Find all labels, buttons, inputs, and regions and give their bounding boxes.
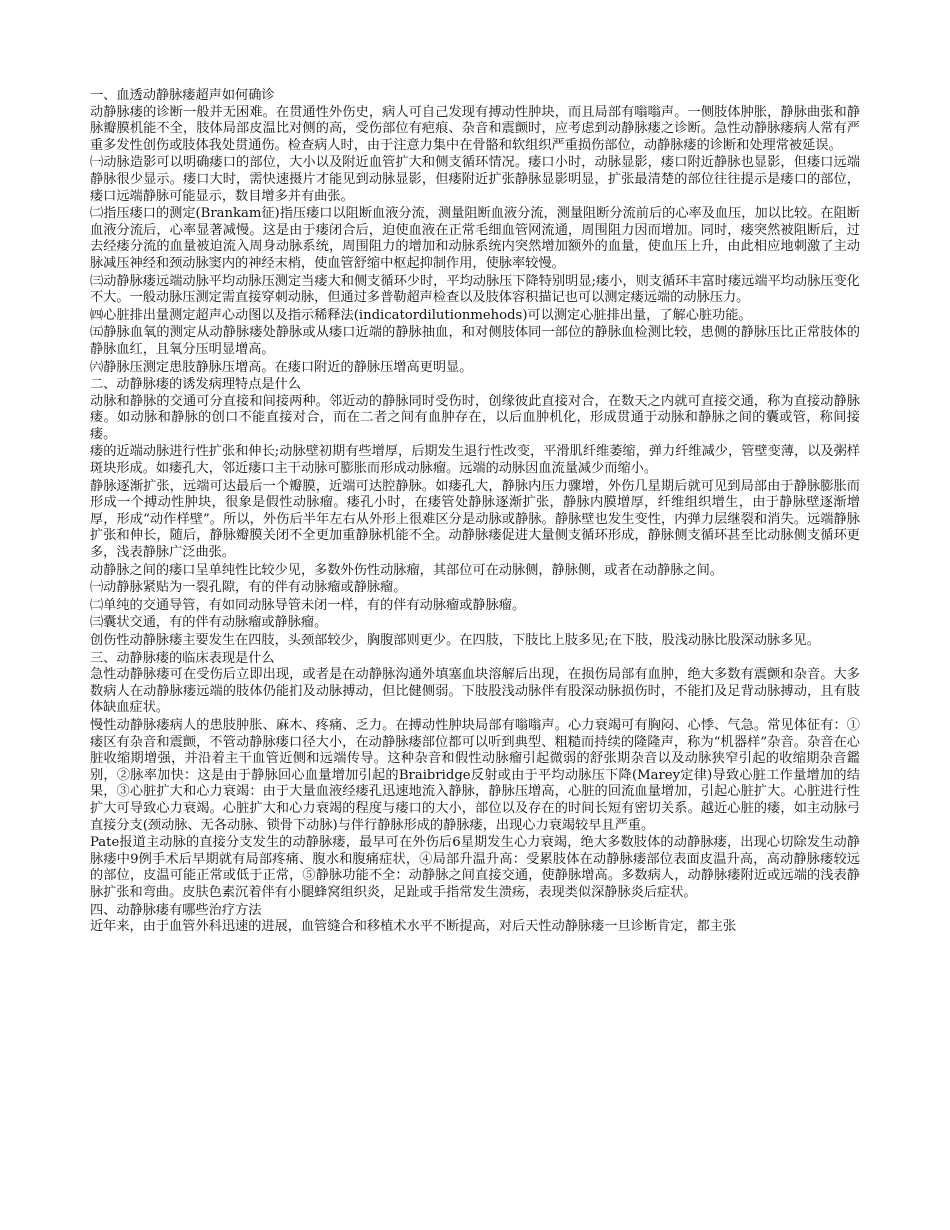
paragraph: ㈠动脉造影可以明确瘘口的部位，大小以及附近血管扩大和侧支循环情况。瘘口小时，动脉显影，瘘口附近静脉也显影，但瘘口远端静脉很少显示。瘘口大时，需快速摄片才能见到动脉显影，但瘘附近扩张静脉显影明显，扩张最清楚的部位往往提示是瘘口的部位，瘘口远端静脉可能显示，数目增多并有曲张。 xyxy=(90,155,860,204)
paragraph: 动静脉瘘的诊断一般并无困难。在贯通性外伤史，病人可自己发现有搏动性肿块，而且局部有嗡嗡声。一侧肢体肿胀，静脉曲张和静脉瓣膜机能不全，肢体局部皮温比对侧的高，受伤部位有疤痕、杂音和震颤时，应考虑到动静脉瘘之诊断。急性动静脉瘘病人常有严重多发性创伤或肢体我处贯通伤。检查病人时，由于注意力集中在骨骼和软组织严重损伤部位，动静脉瘘的诊断和处理常被延误。 xyxy=(90,104,860,153)
document-body xyxy=(90,88,860,937)
paragraph: 慢性动静脉瘘病人的患肢肿胀、麻木、疼痛、乏力。在搏动性肿块局部有嗡嗡声。心力衰竭可有胸闷、心悸、气急。常见体征有：①瘘区有杂音和震颤，不管动静脉瘘口径大小，在动静脉瘘部位都可以听到典型、粗糙而持续的隆隆声，称为“机器样”杂音。杂音在心脏收缩期增强，并沿着主干血管近侧和远端传导。这种杂音和假性动脉瘤引起微弱的舒张期杂音以及动脉狭窄引起的收缩期杂音鑑别，②脉率加快：这是由于静脉回心血量增加引起的Braibridge反射或由于平均动脉压下降(Marey定律)导致心脏工作量增加的结果，③心脏扩大和心力衰竭：由于大量血液经瘘孔迅速地流入静脉，静脉压增高，心脏的回流血量增加，引起心脏扩大。心脏进行性扩大可导致心力衰竭。心脏扩大和心力衰竭的程度与瘘口的大小，部位以及存在的时间长短有密切关系。越近心脏的瘘，如主动脉弓直接分支(颈动脉、无各动脉、锁骨下动脉)与伴行静脉形成的静脉瘘，出现心力衰竭较早且严重。 xyxy=(90,717,860,833)
paragraph: ㈥静脉压测定患肢静脉压增高。在瘘口附近的静脉压增高更明显。 xyxy=(90,359,473,375)
paragraph: ㈢囊状交通，有的伴有动脉瘤或静脉瘤。 xyxy=(90,615,328,631)
paragraph: 创伤性动静脉瘘主要发生在四肢，头颈部较少，胸腹部则更少。在四肢，下肢比上肢多见;在下肢，股浅动脉比股深动脉多见。 xyxy=(90,633,820,648)
section-heading-3: 三、动静脉瘘的临床表现是什么 xyxy=(90,650,275,666)
paragraph: 动静脉之间的瘘口呈单纯性比较少见，多数外伤性动脉瘤，其部位可在动脉侧，静脉侧，或者在动静脉之间。 xyxy=(90,562,723,578)
section-heading-4: 四、动静脉瘘有哪些治疗方法 xyxy=(90,902,262,918)
paragraph: 瘘的近端动脉进行性扩张和伸长;动脉壁初期有些增厚，后期发生退行性改变，平滑肌纤维萎缩，弹力纤维减少，管壁变薄，以及粥样斑块形成。如瘘孔大，邻近瘘口主干动脉可膨胀而形成动脉瘤。远端的动脉因血流量减少而缩小。 xyxy=(90,444,860,477)
paragraph: 静脉逐渐扩张，远端可达最后一个瓣膜，近端可达腔静脉。如瘘孔大，静脉内压力骤增，外伤几星期后就可见到局部由于静脉膨胀而形成一个搏动性肿块，很象是假性动脉瘤。瘘孔小时，在瘘管处静脉逐渐扩张，静脉内膜增厚，纤维组织增生，由于静脉壁逐渐增厚，形成“动作样壁”。所以，外伤后半年左右从外形上很难区分是动脉或静脉。静脉壁也发生变性，内弹力层继裂和消失。远端静脉扩张和伸长，随后，静脉瓣膜关闭不全更加重静脉机能不全。动静脉瘘促进大量侧支循环形成，静脉侧支循环甚至比动脉侧支循环更多，浅表静脉广泛曲张。 xyxy=(90,478,860,561)
paragraph: ㈣心脏排出量测定超声心动图以及指示稀释法(indicatordilutionmehods)可以测定心脏排出量，了解心脏功能。 xyxy=(90,307,752,323)
paragraph: ㈡单纯的交通导管，有如同动脉导管未闭一样，有的伴有动脉瘤或静脉瘤。 xyxy=(90,597,526,613)
section-heading-2: 二、动静脉瘘的诱发病理特点是什么 xyxy=(90,377,301,393)
paragraph: ㈡指压瘘口的测定(Brankam征)指压瘘口以阻断血液分流，测量阻断血液分流，测量阻断分流前后的心率及血压，加以比较。在阻断血液分流后，心率显著减慢。这是由于瘘闭合后，迫使血液在正常毛细血管网流通，周围阻力因而增加。同时，瘘突然被阻断后，过去经瘘分流的血量被迫流入周身动脉系统，周围阻力的增加和动脉系统内突然增加额外的血量，使血压上升，由此相应地刺激了主动脉减压神经和颈动脉窦内的神经末梢，使血管舒缩中枢起抑制作用，使脉率较慢。 xyxy=(90,206,860,271)
paragraph: Pate报道主动脉的直接分支发生的动静脉瘘，最早可在外伤后6星期发生心力衰竭，绝大多数肢体的动静脉瘘，出现心切除发生动静脉瘘中9例手术后早期就有局部疼痛、腹水和腹痛症状，④局部升温升高：受累肢体在动静脉瘘部位表面皮温升高，高动静脉瘘较远的部位，皮温可能正常或低于正常，⑤静脉功能不全：动静脉之间直接交通，使静脉增高。多数病人，动静脉瘘附近或远端的浅表静脉扩张和弯曲。皮肤色素沉着伴有小腿蜂窝组织炎，足趾或手指常发生溃疡，表现类似深静脉炎后症状。 xyxy=(90,835,860,900)
paragraph: 急性动静脉瘘可在受伤后立即出现，或者是在动静脉沟通外填塞血块溶解后出现，在损伤局部有血肿，绝大多数有震颤和杂音。大多数病人在动静脉瘘远端的肢体仍能扪及动脉搏动，但比健侧弱。下肢股浅动脉伴有股深动脉损伤时，不能扪及足背动脉搏动，且有肢体缺血症状。 xyxy=(90,667,860,716)
paragraph: ㈤静脉血氧的测定从动静脉瘘处静脉或从瘘口近端的静脉抽血，和对侧肢体同一部位的静脉血检测比较，患侧的静脉压比正常肢体的静脉血红，且氧分压明显增高。 xyxy=(90,325,860,357)
paragraph: ㈢动静脉瘘远端动脉平均动脉压测定当瘘大和侧支循环少时，平均动脉压下降特别明显;瘘小，则支循环丰富时瘘远端平均动脉压变化不大。一般动脉压测定需直接穿刺动脉，但通过多普勒超声检查以及肢体容积描记也可以测定瘘远端的动脉压力。 xyxy=(90,273,860,306)
section-heading-1: 一、血透动静脉瘘超声如何确诊 xyxy=(90,88,275,103)
paragraph: 动脉和静脉的交通可分直接和间接两种。邻近动的静脉同时受伤时，创缘彼此直接对合，在数天之内就可直接交通，称为直接动静脉瘘。如动脉和静脉的创口不能直接对合，而在二者之间有血肿存在，以后血肿机化，形成贯通于动脉和静脉之间的囊或管，称间接瘘。 xyxy=(90,393,860,442)
paragraph: 近年来，由于血管外科迅速的进展，血管缝合和移植术水平不断提高，对后天性动静脉瘘一旦诊断肯定，都主张 xyxy=(90,919,737,935)
paragraph: ㈠动静脉紧贴为一裂孔隙，有的伴有动脉瘤或静脉瘤。 xyxy=(90,580,407,596)
